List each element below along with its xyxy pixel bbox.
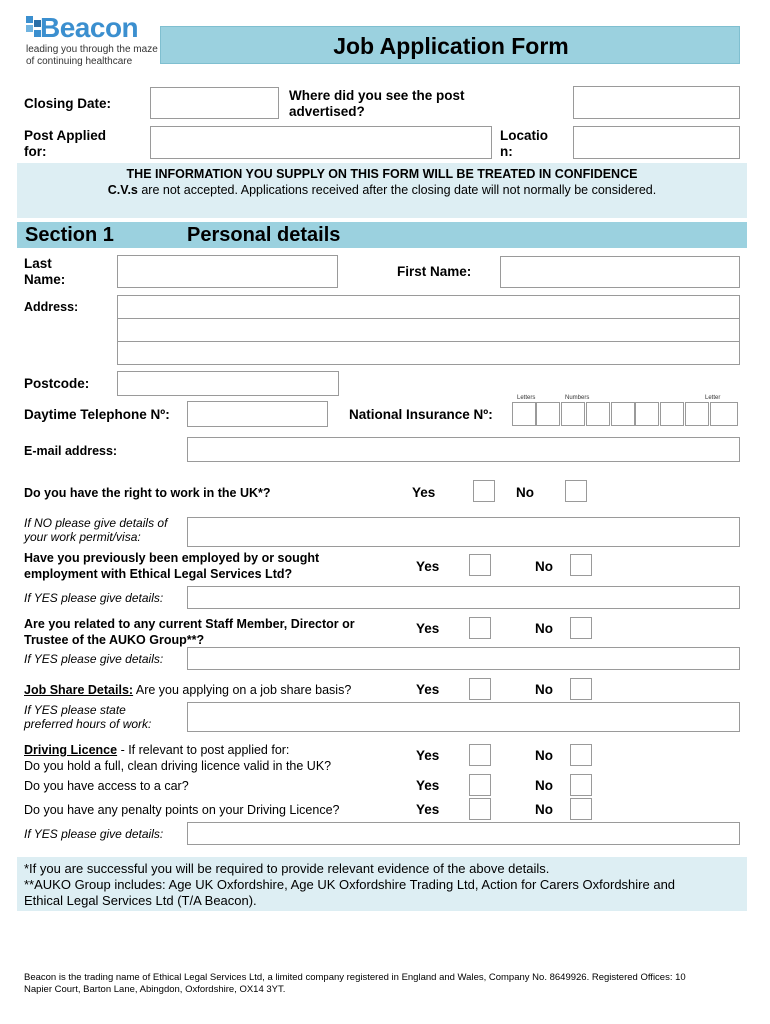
permit-label-line-1: If NO please give details of [24, 516, 168, 530]
confidentiality-notice [17, 163, 747, 218]
closing-date-label: Closing Date: [24, 96, 112, 111]
last-name-label-line-2: Name: [24, 272, 66, 287]
post-applied-label-line-2: for: [24, 144, 47, 159]
related-no-checkbox[interactable] [570, 617, 592, 639]
ni-letters-caption: Letters [517, 395, 536, 401]
section-title: Personal details [187, 224, 341, 246]
right-to-work-no-label: No [516, 485, 534, 500]
location-label [500, 128, 548, 160]
ni-cell-7[interactable] [660, 402, 684, 426]
logo-tagline [26, 44, 158, 68]
ni-letter-caption: Letter [705, 395, 721, 401]
car-no-checkbox[interactable] [570, 774, 592, 796]
where-seen-label [289, 88, 465, 120]
right-to-work-no-checkbox[interactable] [565, 480, 587, 502]
ni-cell-2[interactable] [536, 402, 560, 426]
car-no-label: No [535, 778, 553, 793]
job-share-hours-field[interactable] [187, 702, 740, 732]
footer-line-2: Napier Court, Barton Lane, Abingdon, Oxfordshire, OX14 3YT. [24, 984, 286, 995]
footnote-2: **AUKO Group includes: Age UK Oxfordshire, Age UK Oxfordshire Trading Ltd, Action for Carers Oxfordshire and [24, 877, 676, 892]
post-applied-field[interactable] [150, 126, 492, 159]
footnote-1: *If you are successful you will be required to provide relevant evidence of the above details. [24, 861, 550, 876]
job-share-no-checkbox[interactable] [570, 678, 592, 700]
related-details-label: If YES please give details: [24, 652, 164, 666]
penalty-yes-label: Yes [416, 802, 440, 817]
ni-cell-8[interactable] [685, 402, 709, 426]
last-name-label-line-1: Last [24, 256, 52, 271]
location-label-line-2: n: [500, 144, 513, 159]
job-share-no-label: No [535, 682, 553, 697]
job-share-question: Are you applying on a job share basis? [133, 683, 352, 697]
company-footer [24, 972, 748, 996]
notice-cvs-bold: C.V.s [107, 183, 138, 197]
ni-label: National Insurance Nº: [349, 407, 493, 422]
footer-line-1: Beacon is the trading name of Ethical Legal Services Ltd, a limited company registered in England and Wales, Company No. 8649926. Registered Offices: 10 [24, 972, 686, 983]
section-number: Section 1 [25, 224, 114, 246]
licence-yes-checkbox[interactable] [469, 744, 491, 766]
job-share-yes-label: Yes [416, 682, 440, 697]
driving-licence-relevance: - If relevant to post applied for: [117, 743, 290, 757]
telephone-field[interactable] [187, 401, 328, 427]
permit-label-line-2: your work permit/visa: [24, 530, 141, 544]
penalty-details-label: If YES please give details: [24, 827, 164, 841]
address-line-2[interactable] [117, 318, 740, 342]
previously-employed-line-2: employment with Ethical Legal Services Ltd? [24, 567, 293, 581]
first-name-field[interactable] [500, 256, 740, 288]
related-yes-label: Yes [416, 621, 440, 636]
driving-licence-question: Do you hold a full, clean driving licence valid in the UK? [24, 759, 332, 773]
related-label [24, 616, 355, 648]
location-label-line-1: Locatio [500, 128, 549, 143]
licence-no-checkbox[interactable] [570, 744, 592, 766]
related-yes-checkbox[interactable] [469, 617, 491, 639]
where-seen-field[interactable] [573, 86, 740, 119]
notice-line-1: THE INFORMATION YOU SUPPLY ON THIS FORM WILL BE TREATED IN CONFIDENCE [126, 167, 638, 181]
title-bar [160, 26, 740, 64]
section-bar [17, 222, 747, 248]
penalty-details-field[interactable] [187, 822, 740, 845]
driving-licence-bold: Driving Licence [24, 743, 118, 757]
postcode-field[interactable] [117, 371, 339, 396]
post-applied-label [24, 128, 106, 160]
previously-employed-no-label: No [535, 559, 553, 574]
car-yes-label: Yes [416, 778, 440, 793]
penalty-points-label: Do you have any penalty points on your Driving Licence? [24, 803, 340, 817]
post-applied-label-line-1: Post Applied [24, 128, 107, 143]
page-title: Job Application Form [333, 33, 569, 59]
notice-line-2-text: are not accepted. Applications received after the closing date will not normally be considered. [137, 183, 657, 197]
logo-wordmark: Beacon [40, 12, 139, 43]
closing-date-field[interactable] [150, 87, 279, 119]
ni-cell-5[interactable] [611, 402, 635, 426]
postcode-label: Postcode: [24, 376, 90, 391]
telephone-label: Daytime Telephone Nº: [24, 407, 170, 422]
email-field[interactable] [187, 437, 740, 462]
car-yes-checkbox[interactable] [469, 774, 491, 796]
address-line-3[interactable] [117, 341, 740, 365]
penalty-no-checkbox[interactable] [570, 798, 592, 820]
ni-numbers-caption: Numbers [565, 395, 590, 401]
penalty-no-label: No [535, 802, 553, 817]
employed-details-field[interactable] [187, 586, 740, 609]
previously-employed-no-checkbox[interactable] [570, 554, 592, 576]
job-share-label [24, 682, 351, 698]
job-share-yes-checkbox[interactable] [469, 678, 491, 700]
address-label: Address: [24, 300, 79, 314]
licence-no-label: No [535, 748, 553, 763]
related-label-line-1: Are you related to any current Staff Member, Director or [24, 617, 355, 631]
email-label: E-mail address: [24, 444, 118, 458]
ni-cell-4[interactable] [586, 402, 610, 426]
job-share-hours-line-2: preferred hours of work: [24, 717, 152, 731]
previously-employed-yes-checkbox[interactable] [469, 554, 491, 576]
car-access-label: Do you have access to a car? [24, 779, 189, 793]
employed-details-label: If YES please give details: [24, 591, 164, 605]
ni-cell-3[interactable] [561, 402, 585, 426]
related-no-label: No [535, 621, 553, 636]
previously-employed-label [24, 550, 319, 582]
related-details-field[interactable] [187, 647, 740, 670]
where-seen-label-line-2: advertised? [289, 104, 365, 119]
ni-cell-6[interactable] [635, 402, 659, 426]
permit-label [24, 516, 167, 544]
right-to-work-yes-checkbox[interactable] [473, 480, 495, 502]
address-line-1[interactable] [117, 295, 740, 319]
last-name-field[interactable] [117, 255, 338, 288]
permit-details-field[interactable] [187, 517, 740, 547]
logo-tagline-line-1: leading you through the maze [26, 44, 158, 55]
previously-employed-yes-label: Yes [416, 559, 440, 574]
where-seen-label-line-1: Where did you see the post [289, 88, 465, 103]
footnote-3: Ethical Legal Services Ltd (T/A Beacon). [24, 893, 257, 908]
right-to-work-yes-label: Yes [412, 485, 436, 500]
licence-yes-label: Yes [416, 748, 440, 763]
logo-tagline-line-2: of continuing healthcare [26, 56, 133, 67]
last-name-label [24, 256, 65, 288]
driving-licence-label [24, 742, 331, 774]
footnotes-panel [17, 857, 747, 911]
job-share-bold: Job Share Details: [24, 683, 134, 697]
notice-line-2 [17, 183, 747, 198]
ni-cell-9[interactable] [710, 402, 738, 426]
first-name-label: First Name: [397, 264, 472, 279]
location-field[interactable] [573, 126, 740, 159]
right-to-work-label: Do you have the right to work in the UK*? [24, 486, 271, 500]
job-share-hours-line-1: If YES please state [24, 703, 126, 717]
related-label-line-2: Trustee of the AUKO Group**? [24, 633, 205, 647]
previously-employed-line-1: Have you previously been employed by or sought [24, 551, 320, 565]
job-share-hours-label [24, 703, 151, 731]
penalty-yes-checkbox[interactable] [469, 798, 491, 820]
ni-cell-1[interactable] [512, 402, 536, 426]
